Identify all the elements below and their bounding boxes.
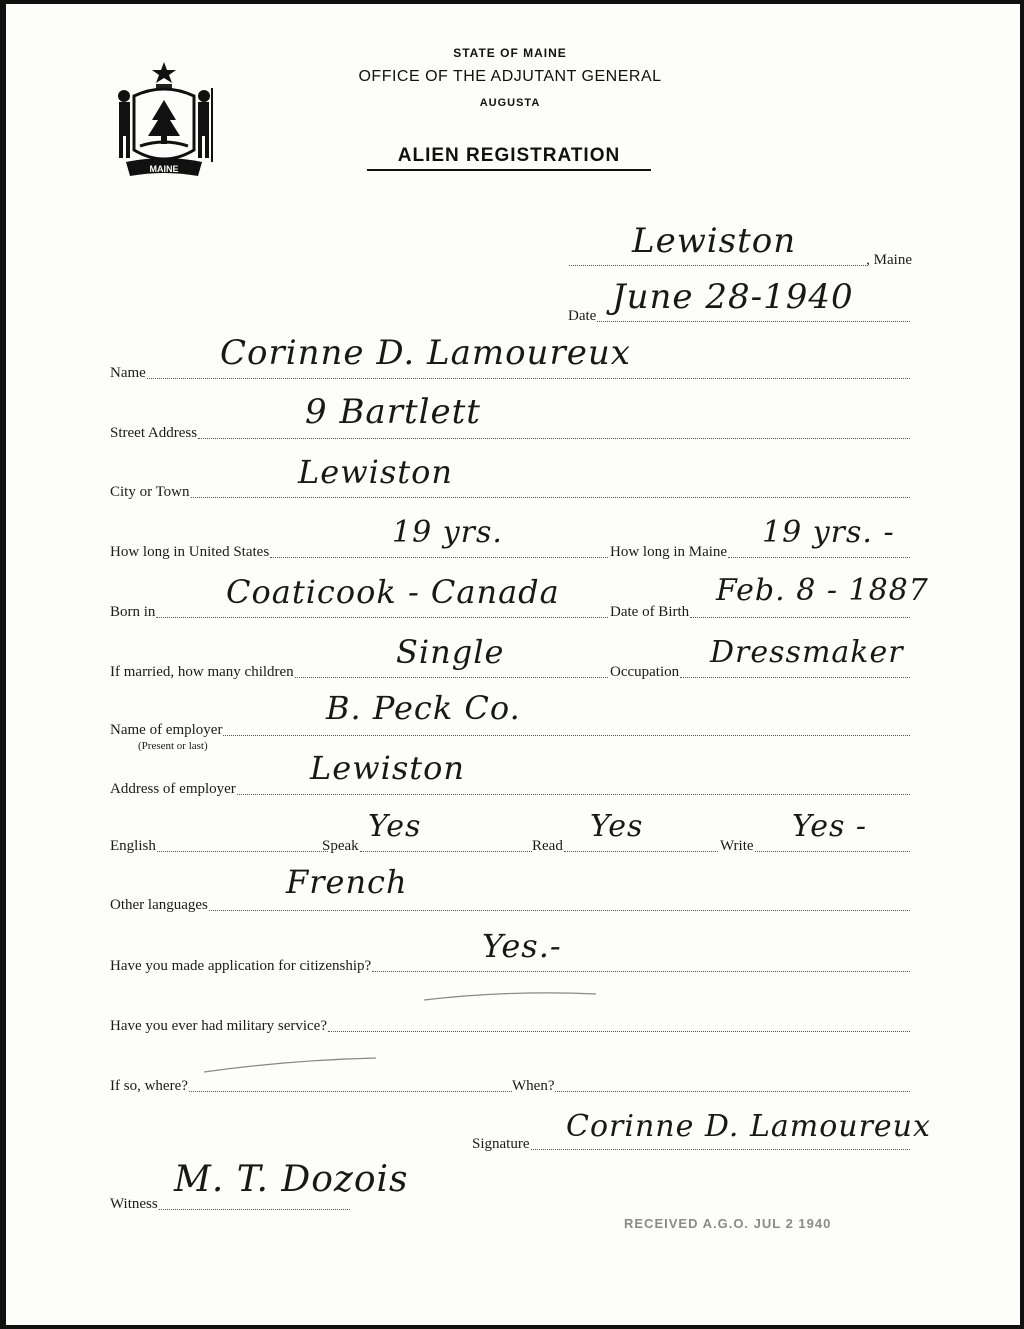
- header-office: OFFICE OF THE ADJUTANT GENERAL: [358, 68, 662, 85]
- signature-value: Corinne D. Lamoureux: [566, 1109, 931, 1144]
- date-value: June 28-1940: [612, 277, 854, 317]
- name-label: Name: [110, 365, 146, 381]
- speak-field[interactable]: [322, 830, 532, 854]
- header-state: STATE OF MAINE: [453, 46, 567, 60]
- date-label: Date: [568, 308, 597, 324]
- us-duration-label: How long in United States: [110, 544, 270, 560]
- form-title: ALIEN REGISTRATION: [367, 145, 651, 171]
- state-seal-icon: [110, 58, 218, 186]
- city-label: City or Town: [110, 484, 190, 500]
- witness-value: M. T. Dozois: [174, 1159, 409, 1200]
- read-value: Yes: [590, 809, 644, 844]
- write-value: Yes -: [792, 809, 868, 844]
- other-languages-value: French: [286, 863, 408, 901]
- children-value: Single: [396, 633, 505, 671]
- us-duration-value: 19 yrs.: [392, 515, 503, 550]
- speak-label: Speak: [322, 838, 359, 854]
- military-label: Have you ever had military service?: [110, 1018, 327, 1034]
- street-field[interactable]: [110, 417, 910, 441]
- employer-address-value: Lewiston: [310, 749, 465, 787]
- born-in-value: Coaticook - Canada: [226, 573, 560, 611]
- birth-date-label: Date of Birth: [610, 604, 690, 620]
- occupation-value: Dressmaker: [710, 635, 904, 670]
- when-field[interactable]: [512, 1070, 910, 1094]
- born-in-label: Born in: [110, 604, 156, 620]
- city-value: Lewiston: [298, 453, 453, 491]
- citizenship-value: Yes.-: [482, 927, 562, 965]
- pencil-stroke: [200, 1052, 380, 1076]
- name-value: Corinne D. Lamoureux: [220, 333, 631, 373]
- employer-address-label: Address of employer: [110, 781, 236, 797]
- english-field: [110, 830, 328, 854]
- us-duration-field[interactable]: [110, 536, 608, 560]
- occupation-label: Occupation: [610, 664, 680, 680]
- other-languages-label: Other languages: [110, 897, 208, 913]
- employer-address-field[interactable]: [110, 773, 910, 797]
- employer-value: B. Peck Co.: [326, 689, 521, 727]
- read-label: Read: [532, 838, 563, 854]
- write-label: Write: [720, 838, 754, 854]
- maine-duration-value: 19 yrs. -: [762, 515, 895, 550]
- street-value: 9 Bartlett: [305, 392, 481, 432]
- received-stamp: RECEIVED A.G.O. JUL 2 1940: [624, 1216, 832, 1231]
- place-label: , Maine: [866, 252, 912, 268]
- children-field[interactable]: [110, 656, 608, 680]
- when-label: When?: [512, 1078, 555, 1094]
- english-label: English: [110, 838, 156, 854]
- birth-date-value: Feb. 8 - 1887: [716, 573, 929, 608]
- city-field[interactable]: [110, 476, 910, 500]
- other-languages-field[interactable]: [110, 889, 910, 913]
- pencil-stroke: [420, 986, 600, 1006]
- signature-label: Signature: [472, 1136, 530, 1152]
- svg-text:MAINE: MAINE: [149, 164, 179, 174]
- maine-duration-label: How long in Maine: [610, 544, 728, 560]
- military-field[interactable]: [110, 1010, 910, 1034]
- where-label: If so, where?: [110, 1078, 188, 1094]
- street-label: Street Address: [110, 425, 198, 441]
- employer-sublabel: (Present or last): [138, 740, 208, 752]
- employer-label: Name of employer: [110, 722, 223, 738]
- witness-label: Witness: [110, 1196, 158, 1212]
- place-value: Lewiston: [632, 221, 797, 261]
- children-label: If married, how many children: [110, 664, 294, 680]
- speak-value: Yes: [368, 809, 422, 844]
- citizenship-label: Have you made application for citizenship?: [110, 958, 372, 974]
- header-city: AUGUSTA: [479, 97, 541, 109]
